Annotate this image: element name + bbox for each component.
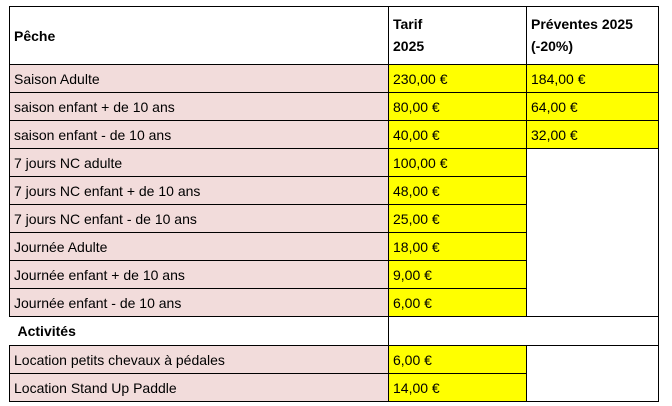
- row-tarif: 48,00 €: [389, 177, 527, 205]
- activites-empty-cell: [389, 317, 659, 346]
- row-label: 7 jours NC adulte: [10, 149, 389, 177]
- row-tarif: 18,00 €: [389, 233, 527, 261]
- row-tarif: 6,00 €: [389, 289, 527, 317]
- header-tarif: Tarif 2025: [389, 7, 527, 65]
- row-tarif: 6,00 €: [389, 346, 527, 374]
- table-row: [10, 346, 659, 374]
- row-tarif: 230,00 €: [389, 65, 527, 93]
- header-peche: Pêche: [10, 7, 389, 65]
- activites-header-row: [10, 317, 659, 346]
- row-tarif: 9,00 €: [389, 261, 527, 289]
- row-tarif: 100,00 €: [389, 149, 527, 177]
- row-label: saison enfant + de 10 ans: [10, 93, 389, 121]
- header-row: [10, 7, 659, 65]
- row-prevente: 32,00 €: [527, 121, 659, 149]
- row-prevente: 184,00 €: [527, 65, 659, 93]
- tarif-table: [9, 6, 659, 402]
- empty-prevente-cell: [527, 346, 659, 402]
- row-label: Location Stand Up Paddle: [10, 374, 389, 402]
- empty-prevente-cell: [527, 149, 659, 317]
- row-label: saison enfant - de 10 ans: [10, 121, 389, 149]
- table-row: [10, 149, 659, 177]
- row-tarif: 80,00 €: [389, 93, 527, 121]
- row-label: Saison Adulte: [10, 65, 389, 93]
- table-row: [10, 65, 659, 93]
- row-label: 7 jours NC enfant - de 10 ans: [10, 205, 389, 233]
- row-tarif: 40,00 €: [389, 121, 527, 149]
- row-label: Journée enfant - de 10 ans: [10, 289, 389, 317]
- row-label: Journée enfant + de 10 ans: [10, 261, 389, 289]
- row-prevente: 64,00 €: [527, 93, 659, 121]
- row-label: 7 jours NC enfant + de 10 ans: [10, 177, 389, 205]
- activites-title: Activités: [17, 323, 76, 339]
- header-preventes: Préventes 2025 (-20%): [527, 7, 659, 65]
- row-label: Location petits chevaux à pédales: [10, 346, 389, 374]
- row-tarif: 25,00 €: [389, 205, 527, 233]
- row-tarif: 14,00 €: [389, 374, 527, 402]
- table-row: [10, 93, 659, 121]
- row-label: Journée Adulte: [10, 233, 389, 261]
- table-row: [10, 121, 659, 149]
